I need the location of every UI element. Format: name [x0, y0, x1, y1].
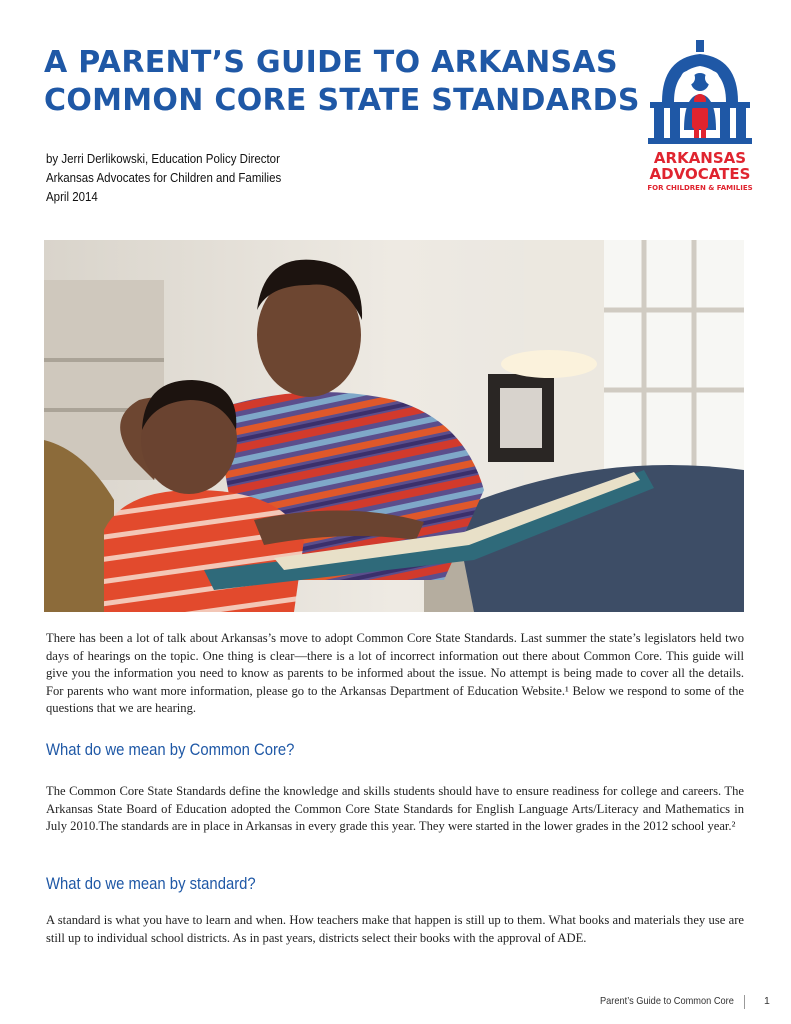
title-line-2: COMMON CORE STATE STANDARDS — [44, 83, 640, 118]
byline — [46, 150, 281, 207]
logo-text-2: ADVOCATES — [649, 165, 751, 183]
section-heading-standard: What do we mean by standard? — [46, 875, 256, 893]
footer-title: Parent’s Guide to Common Core — [600, 995, 734, 1007]
logo-text-3: FOR CHILDREN & FAMILIES — [647, 184, 753, 192]
title-line-1: A PARENT’S GUIDE TO ARKANSAS — [44, 45, 618, 80]
footer-divider — [744, 995, 745, 1009]
page-footer — [0, 995, 791, 1011]
arkansas-advocates-logo — [640, 40, 760, 200]
page-title — [44, 44, 640, 120]
section-heading-common-core: What do we mean by Common Core? — [46, 741, 295, 759]
section-body-standard: A standard is what you have to learn and when. How teachers make that happen is still up to them. What books and materials they use are still up to individual school districts. As in past years, districts select their books with the approval of ADE. — [46, 913, 744, 945]
father-son-reading-photo — [44, 240, 744, 612]
byline-org: Arkansas Advocates for Children and Families — [46, 171, 282, 185]
byline-author: by Jerri Derlikowski, Education Policy Director — [46, 152, 280, 166]
section-body-common-core: The Common Core State Standards define the knowledge and skills students should have to ensure readiness for college and careers. The Arkansas State Board of Education adopted the Common Core State Standards for English Language Arts/Literacy and Mathematics in July 2010.The standards are in place in Arkansas in every grade this year. They were started in the lower grades in the 2012 school year.² — [46, 784, 744, 833]
byline-date: April 2014 — [46, 190, 98, 204]
page-number: 1 — [764, 995, 770, 1007]
intro-paragraph: There has been a lot of talk about Arkansas’s move to adopt Common Core State Standards. Last summer the state’s legislators held two days of hearings on the topic. One thing is clear—there is a lot of incorrect information out there about Common Core. This guide will give you the information you need to know as parents to be informed about the issue. No attempt is being made to cover all the details. For parents who want more information, please go to the Arkansas Department of Education Website.¹ Below we respond to some of the questions that we are hearing. — [46, 631, 744, 715]
logo-text-1: ARKANSAS — [653, 149, 747, 167]
